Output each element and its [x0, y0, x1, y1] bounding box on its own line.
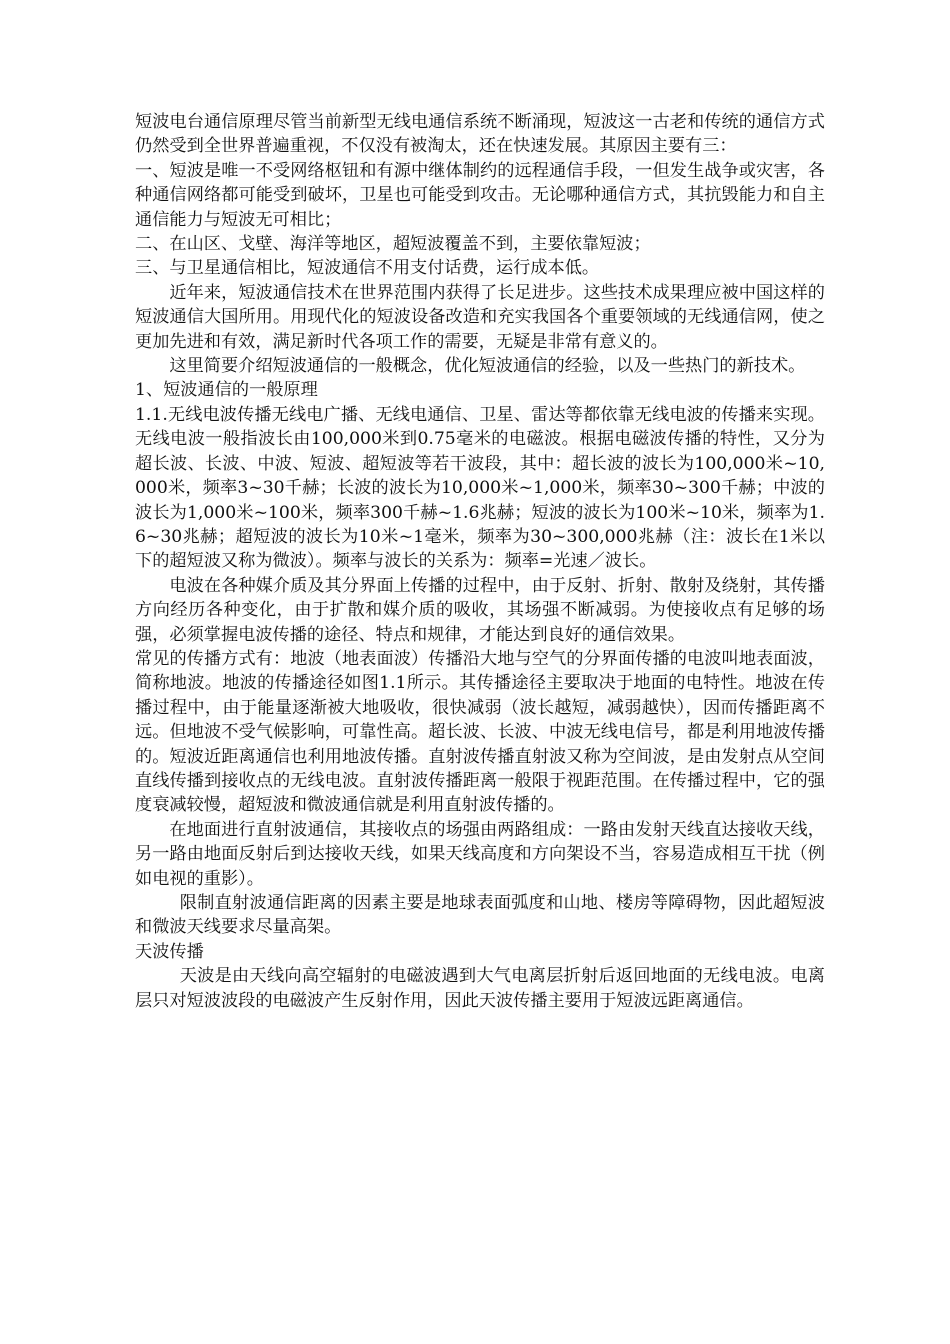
sky-wave-paragraph: 天波是由天线向高空辐射的电磁波遇到大气电离层折射后返回地面的无线电波。电离层只对短波波段的电磁波产生反射作用，因此天波传播主要用于短波远距离通信。 [135, 966, 825, 1011]
radio-wave-propagation-paragraph: 1.1.无线电波传播无线电广播、无线电通信、卫星、雷达等都依靠无线电波的传播来实现。无线电波一般指波长由100,000米到0.75毫米的电磁波。根据电磁波传播的特性，又分为超长波、长波、中波、短波、超短波等若干波段，其中：超长波的波长为100,000米~10,000米，频率3~30千赫；长波的波长为10,000米~1,000米，频率30~300千赫；中波的波长为1,000米~100米，频率300千赫~1.6兆赫；短波的波长为100米~10米，频率为1.6~30兆赫；超短波的波长为10米~1毫米，频率为30~300,000兆赫（注：波长在1米以下的超短波又称为微波）。频率与波长的关系为：频率=光速／波长。 [135, 404, 825, 572]
section-heading-general-principle: 1、短波通信的一般原理 [135, 380, 318, 401]
overview-paragraph: 这里简要介绍短波通信的一般概念，优化短波通信的经验，以及一些热门的新技术。 [169, 356, 806, 377]
propagation-medium-paragraph: 电波在各种媒介质及其分界面上传播的过程中，由于反射、折射、散射及绕射，其传播方向经历各种变化，由于扩散和媒介质的吸收，其场强不断减弱。为使接收点有足够的场强，必须掌握电波传播的途径、特点和规律，才能达到良好的通信效果。 [135, 575, 825, 645]
intro-paragraph: 短波电台通信原理尽管当前新型无线电通信系统不断涌现，短波这一古老和传统的通信方式仍然受到全世界普遍重视，不仅没有被淘太，还在快速发展。其原因主要有三： [135, 112, 825, 157]
document-body [135, 110, 825, 1013]
reason-one-paragraph: 一、短波是唯一不受网络枢钮和有源中继体制约的远程通信手段，一但发生战争或灾害，各种通信网络都可能受到破坏，卫星也可能受到攻击。无论哪种通信方式，其抗毁能力和自主通信能力与短波无可相比； [135, 160, 825, 230]
direct-wave-limit-paragraph: 限制直射波通信距离的因素主要是地球表面弧度和山地、楼房等障碍物，因此超短波和微波天线要求尽量高架。 [135, 893, 825, 938]
sky-wave-heading: 天波传播 [135, 941, 204, 962]
reason-three-paragraph: 三、与卫星通信相比，短波通信不用支付话费，运行成本低。 [135, 258, 600, 279]
reason-two-paragraph: 二、在山区、戈壁、海洋等地区，超短波覆盖不到，主要依靠短波； [135, 234, 651, 255]
direct-wave-interference-paragraph: 在地面进行直射波通信，其接收点的场强由两路组成：一路由发射天线直达接收天线，另一路由地面反射后到达接收天线，如果天线高度和方向架设不当，容易造成相互干扰（例如电视的重影）。 [135, 819, 825, 889]
ground-direct-wave-paragraph: 常见的传播方式有：地波（地表面波）传播沿大地与空气的分界面传播的电波叫地表面波，简称地波。地波的传播途径如图1.1所示。其传播途径主要取决于地面的电特性。地波在传播过程中，由于能量逐渐被大地吸收，很快减弱（波长越短，减弱越快），因而传播距离不远。但地波不受气候影响，可靠性高。超长波、长波、中波无线电信号，都是利用地波传播的。短波近距离通信也利用地波传播。直射波传播直射波又称为空间波，是由发射点从空间直线传播到接收点的无线电波。直射波传播距离一般限于视距范围。在传播过程中，它的强度衰减较慢，超短波和微波通信就是利用直射波传播的。 [135, 648, 825, 816]
progress-paragraph: 近年来，短波通信技术在世界范围内获得了长足进步。这些技术成果理应被中国这样的短波通信大国所用。用现代化的短波设备改造和充实我国各个重要领域的无线通信网，使之更加先进和有效，满足新时代各项工作的需要，无疑是非常有意义的。 [135, 282, 825, 352]
